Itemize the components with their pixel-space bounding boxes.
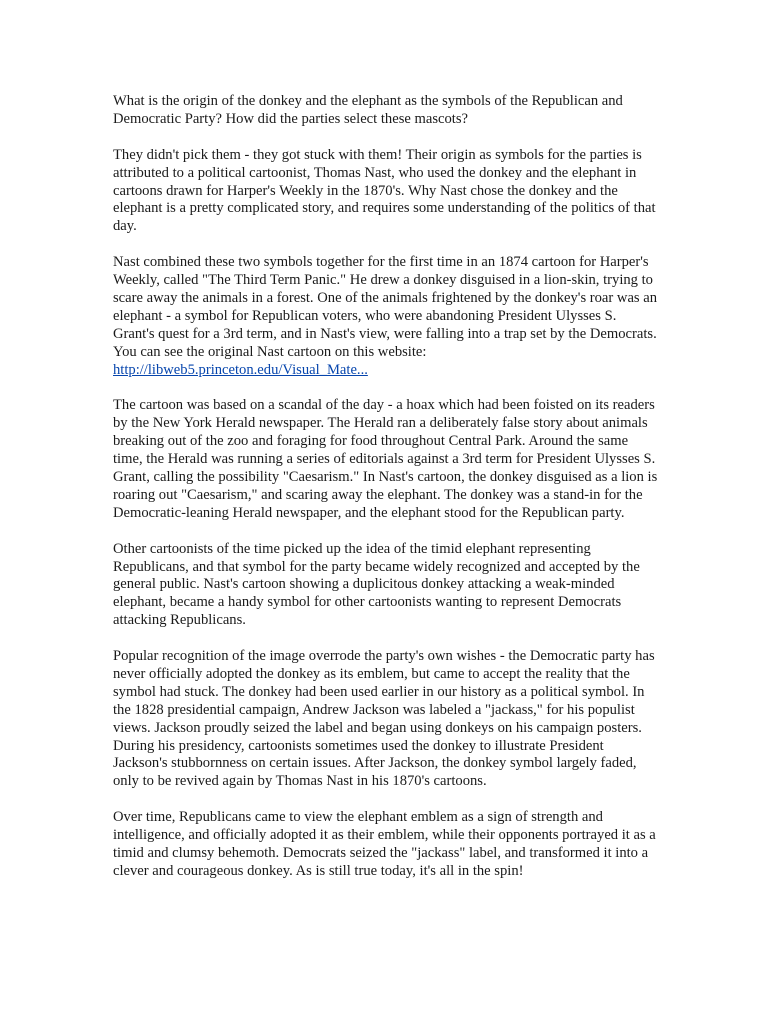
answer-intro-paragraph: They didn't pick them - they got stuck with them! Their origin as symbols for the parties is attributed to a political cartoonist, Thomas Nast, who used the donkey and the elephant in cartoons drawn for Harper's Weekly in the 1870's. Why Nast chose the donkey and the elephant is a pretty complicated story, and requires some understanding of the politics of that day. <box>113 146 656 235</box>
conclusion-paragraph: Over time, Republicans came to view the elephant emblem as a sign of strength and intelligence, and officially adopted it as their emblem, while their opponents portrayed it as a timid and clumsy behemoth. Democrats seized the "jackass" label, and transformed it into a clever and courageous donkey. As is still true today, it's all in the spin! <box>113 809 656 879</box>
other-cartoonists-paragraph: Other cartoonists of the time picked up the idea of the timid elephant representing Republicans, and that symbol for the party became widely recognized and accepted by the general public. Nast's cartoon showing a duplicitous donkey attacking a weak-minded elephant, became a handy symbol for other cartoonists wanting to represent Democrats attacking Republicans. <box>113 540 640 629</box>
document-body <box>113 93 661 899</box>
princeton-cartoon-link[interactable]: http://libweb5.princeton.edu/Visual_Mate... <box>113 361 368 378</box>
third-term-panic-paragraph <box>113 254 661 379</box>
question-paragraph: What is the origin of the donkey and the elephant as the symbols of the Republican and Democratic Party? How did the parties select these mascots? <box>113 93 623 127</box>
third-term-panic-text: Nast combined these two symbols together for the first time in an 1874 cartoon for Harper's Weekly, called "The Third Term Panic." He drew a donkey disguised in a lion-skin, trying to scare away the animals in a forest. One of the animals frightened by the donkey's roar was an elephant - a symbol for Republican voters, who were abandoning President Ulysses S. Grant's quest for a 3rd term, and in Nast's view, were falling into a trap set by the Democrats. You can see the original Nast cartoon on this website: <box>113 254 658 360</box>
popular-recognition-paragraph: Popular recognition of the image overrode the party's own wishes - the Democratic party has never officially adopted the donkey as its emblem, but came to accept the reality that the symbol had stuck. The donkey had been used earlier in our history as a political symbol. In the 1828 presidential campaign, Andrew Jackson was labeled a "jackass," for his populist views. Jackson proudly seized the label and began using donkeys on his campaign posters. During his presidency, cartoonists sometimes used the donkey to illustrate President Jackson's stubbornness on certain issues. After Jackson, the donkey symbol largely faded, only to be revived again by Thomas Nast in his 1870's cartoons. <box>113 648 655 790</box>
herald-hoax-paragraph: The cartoon was based on a scandal of the day - a hoax which had been foisted on its readers by the New York Herald newspaper. The Herald ran a deliberately false story about animals breaking out of the zoo and foraging for food throughout Central Park. Around the same time, the Herald was running a series of editorials against a 3rd term for President Ulysses S. Grant, calling the possibility "Caesarism." In Nast's cartoon, the donkey disguised as a lion is roaring out "Caesarism," and scaring away the elephant. The donkey was a stand-in for the Democratic-leaning Herald newspaper, and the elephant stood for the Republican party. <box>113 397 658 521</box>
